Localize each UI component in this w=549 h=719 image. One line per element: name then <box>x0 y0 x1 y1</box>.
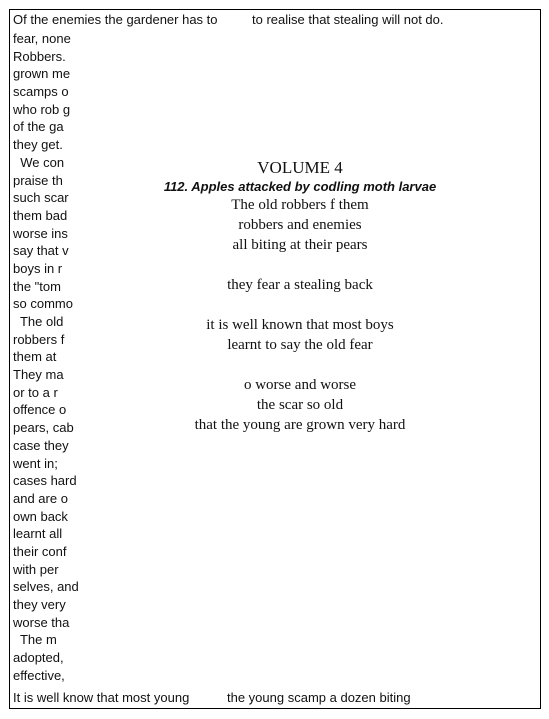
column-line: pears, cab <box>13 420 74 436</box>
footer-right-text: the young scamp a dozen biting <box>227 690 411 705</box>
figure-caption: 112. Apples attacked by codling moth larvae <box>163 179 437 194</box>
column-line: their conf <box>13 543 67 559</box>
poem-line: they fear a stealing back <box>227 277 373 293</box>
column-line: say that v <box>13 243 69 259</box>
poem-block <box>110 158 490 435</box>
column-line: they very <box>13 597 66 612</box>
column-line: learnt all <box>13 526 63 542</box>
stanza-3 <box>110 315 490 355</box>
column-line: We con <box>13 154 65 170</box>
column-line: they get. <box>13 137 63 153</box>
document-page <box>9 9 541 709</box>
column-line: and are o <box>13 490 68 506</box>
column-line: own back <box>13 508 68 524</box>
column-line: worse ins <box>13 225 68 241</box>
column-line: them bad <box>13 207 68 223</box>
column-line: They ma <box>13 367 64 383</box>
column-line: boys in r <box>13 260 63 276</box>
column-line: The m <box>13 632 57 648</box>
column-line: them at <box>13 349 57 365</box>
column-line: fear, none <box>13 31 71 46</box>
header-left-text: Of the enemies the gardener has to <box>13 12 218 27</box>
poem-line: all biting at their pears <box>232 237 368 253</box>
column-line: praise th <box>13 172 63 188</box>
poem-line: the scar so old <box>256 397 344 413</box>
column-line: case they <box>13 437 69 453</box>
poem-line: robbers and enemies <box>238 217 362 233</box>
column-line: worse tha <box>13 614 70 630</box>
column-line: with per <box>13 561 59 577</box>
stanza-4 <box>110 375 490 435</box>
header-right-text: to realise that stealing will not do. <box>252 12 444 27</box>
column-line: selves, and <box>13 579 79 595</box>
column-line: robbers f <box>13 331 65 347</box>
poem-line: that the young are grown very hard <box>194 417 406 433</box>
volume-heading: VOLUME 4 <box>257 158 343 177</box>
column-line: The old <box>13 314 64 329</box>
column-line: offence o <box>13 402 67 418</box>
poem-line: o worse and worse <box>243 377 357 393</box>
footer-line <box>13 690 411 706</box>
poem-line: learnt to say the old fear <box>227 337 373 353</box>
column-line: grown me <box>13 66 71 82</box>
column-line: the "tom <box>13 278 61 294</box>
column-line: who rob g <box>13 101 71 117</box>
column-line: or to a r <box>13 384 58 400</box>
column-line: cases hard <box>13 473 77 489</box>
left-column-text <box>13 30 117 684</box>
column-line: adopted, <box>13 650 64 666</box>
poem-line: it is well known that most boys <box>206 317 394 333</box>
column-line: effective, <box>13 667 65 683</box>
column-line: went in; <box>13 455 58 471</box>
column-line: of the ga <box>13 119 64 135</box>
column-line: so commo <box>13 296 73 312</box>
footer-left-text: It is well know that most young <box>13 690 190 705</box>
stanza-1 <box>110 195 490 255</box>
column-line: Robbers. <box>13 48 66 64</box>
stanza-2 <box>110 275 490 295</box>
poem-line: The old robbers f them <box>231 197 369 213</box>
header-line <box>13 12 444 28</box>
column-line: scamps o <box>13 84 69 100</box>
column-line: such scar <box>13 190 69 206</box>
